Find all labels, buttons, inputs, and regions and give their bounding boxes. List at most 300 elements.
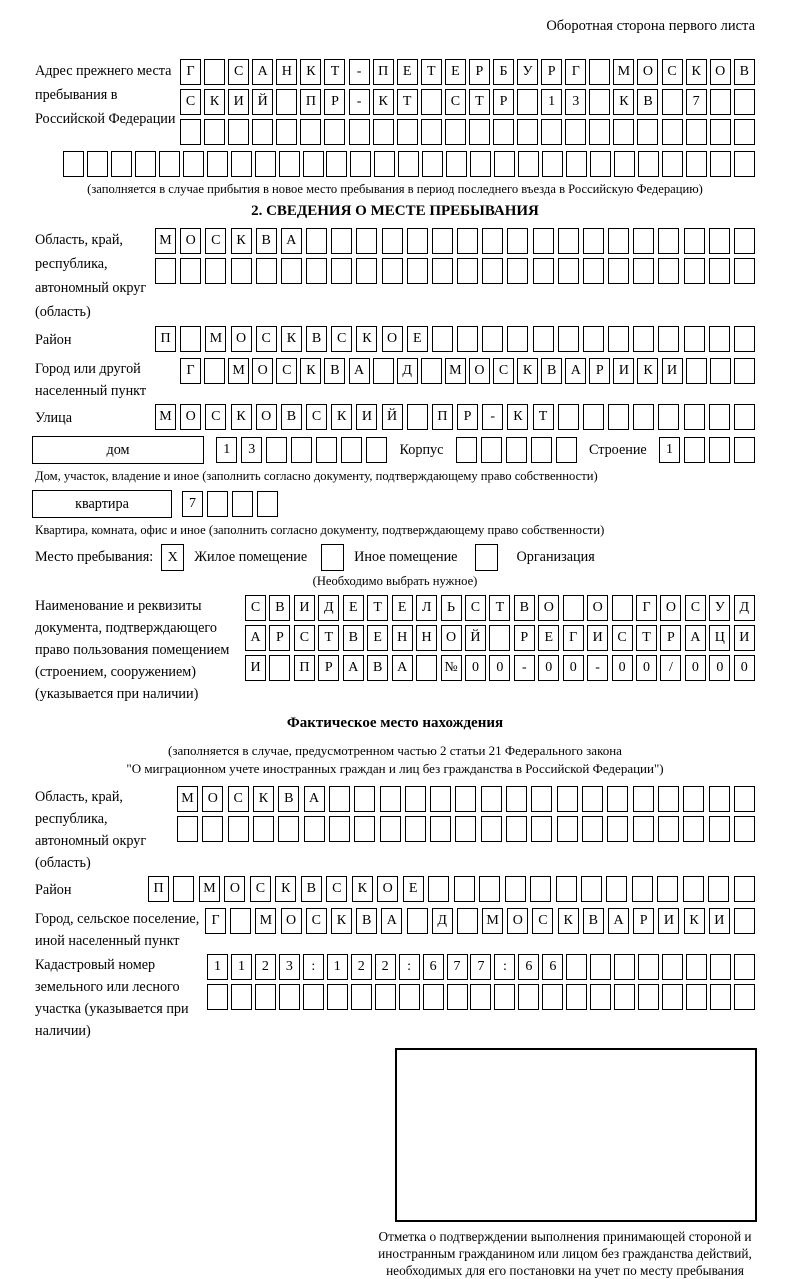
kvartira-box[interactable]: квартира — [32, 490, 172, 518]
char-cell[interactable] — [710, 984, 731, 1010]
char-cell[interactable] — [407, 404, 428, 430]
char-cell[interactable] — [734, 908, 755, 934]
char-cell[interactable] — [177, 816, 198, 842]
char-cell[interactable] — [257, 491, 278, 517]
char-cell[interactable]: 1 — [659, 437, 680, 463]
char-cell[interactable] — [662, 984, 683, 1010]
char-cell[interactable] — [457, 326, 478, 352]
char-cell[interactable]: Т — [367, 595, 388, 621]
char-cell[interactable] — [608, 258, 629, 284]
char-cell[interactable]: : — [399, 954, 420, 980]
char-cell[interactable]: К — [684, 908, 705, 934]
char-cell[interactable] — [638, 954, 659, 980]
char-cell[interactable] — [709, 228, 730, 254]
char-cell[interactable]: В — [637, 89, 658, 115]
char-cell[interactable]: К — [331, 908, 352, 934]
char-cell[interactable]: С — [662, 59, 683, 85]
char-cell[interactable] — [231, 151, 252, 177]
char-cell[interactable] — [180, 258, 201, 284]
char-cell[interactable] — [327, 984, 348, 1010]
char-cell[interactable] — [354, 816, 375, 842]
char-cell[interactable]: В — [256, 228, 277, 254]
char-cell[interactable]: У — [517, 59, 538, 85]
char-cell[interactable] — [658, 786, 679, 812]
char-cell[interactable]: К — [517, 358, 538, 384]
char-cell[interactable]: И — [587, 625, 608, 651]
char-cell[interactable]: Р — [269, 625, 290, 651]
char-cell[interactable]: Ь — [441, 595, 462, 621]
char-cell[interactable]: Р — [541, 59, 562, 85]
char-cell[interactable] — [606, 876, 627, 902]
char-cell[interactable]: Е — [538, 625, 559, 651]
char-cell[interactable] — [558, 258, 579, 284]
char-cell[interactable]: - — [349, 59, 370, 85]
char-cell[interactable] — [180, 326, 201, 352]
char-cell[interactable] — [256, 258, 277, 284]
char-cell[interactable] — [506, 786, 527, 812]
char-cell[interactable]: 0 — [685, 655, 706, 681]
char-cell[interactable]: М — [482, 908, 503, 934]
char-cell[interactable] — [518, 984, 539, 1010]
char-cell[interactable]: О — [382, 326, 403, 352]
char-cell[interactable] — [281, 258, 302, 284]
residence-option-org-checkbox[interactable] — [475, 544, 498, 571]
char-cell[interactable] — [638, 151, 659, 177]
char-cell[interactable]: П — [148, 876, 169, 902]
char-cell[interactable] — [556, 876, 577, 902]
char-cell[interactable] — [533, 326, 554, 352]
char-cell[interactable] — [710, 151, 731, 177]
char-cell[interactable]: Е — [407, 326, 428, 352]
char-cell[interactable]: М — [177, 786, 198, 812]
char-cell[interactable]: 6 — [518, 954, 539, 980]
char-cell[interactable]: М — [155, 404, 176, 430]
char-cell[interactable] — [517, 89, 538, 115]
char-cell[interactable]: - — [482, 404, 503, 430]
char-cell[interactable]: Д — [432, 908, 453, 934]
char-cell[interactable] — [470, 151, 491, 177]
char-cell[interactable] — [686, 358, 707, 384]
char-cell[interactable] — [612, 595, 633, 621]
char-cell[interactable] — [111, 151, 132, 177]
char-cell[interactable] — [380, 786, 401, 812]
char-cell[interactable]: В — [734, 59, 755, 85]
char-cell[interactable] — [135, 151, 156, 177]
char-cell[interactable]: Р — [493, 89, 514, 115]
char-cell[interactable] — [590, 151, 611, 177]
char-cell[interactable] — [583, 228, 604, 254]
char-cell[interactable] — [590, 954, 611, 980]
char-cell[interactable] — [590, 984, 611, 1010]
char-cell[interactable]: И — [245, 655, 266, 681]
char-cell[interactable]: Р — [589, 358, 610, 384]
char-cell[interactable]: К — [558, 908, 579, 934]
char-cell[interactable] — [329, 786, 350, 812]
char-cell[interactable] — [204, 358, 225, 384]
char-cell[interactable] — [326, 151, 347, 177]
char-cell[interactable]: : — [494, 954, 515, 980]
char-cell[interactable]: Д — [397, 358, 418, 384]
char-cell[interactable] — [683, 816, 704, 842]
char-cell[interactable] — [457, 228, 478, 254]
char-cell[interactable]: В — [269, 595, 290, 621]
char-cell[interactable]: 7 — [182, 491, 203, 517]
char-cell[interactable] — [173, 876, 194, 902]
char-cell[interactable] — [255, 984, 276, 1010]
char-cell[interactable]: 7 — [470, 954, 491, 980]
char-cell[interactable] — [542, 151, 563, 177]
residence-option-zhiloe-checkbox[interactable]: X — [161, 544, 184, 571]
char-cell[interactable] — [734, 786, 755, 812]
char-cell[interactable] — [558, 326, 579, 352]
char-cell[interactable] — [374, 151, 395, 177]
char-cell[interactable] — [531, 816, 552, 842]
char-cell[interactable] — [583, 404, 604, 430]
char-cell[interactable]: Т — [469, 89, 490, 115]
char-cell[interactable] — [324, 119, 345, 145]
char-cell[interactable]: Р — [633, 908, 654, 934]
char-cell[interactable] — [407, 228, 428, 254]
char-cell[interactable]: И — [356, 404, 377, 430]
char-cell[interactable] — [266, 437, 287, 463]
char-cell[interactable] — [230, 908, 251, 934]
char-cell[interactable] — [734, 258, 755, 284]
char-cell[interactable] — [657, 876, 678, 902]
char-cell[interactable] — [734, 816, 755, 842]
char-cell[interactable]: 2 — [351, 954, 372, 980]
char-cell[interactable] — [421, 89, 442, 115]
char-cell[interactable]: И — [294, 595, 315, 621]
char-cell[interactable]: К — [686, 59, 707, 85]
char-cell[interactable]: И — [228, 89, 249, 115]
char-cell[interactable]: О — [256, 404, 277, 430]
char-cell[interactable] — [507, 326, 528, 352]
char-cell[interactable]: 0 — [734, 655, 755, 681]
char-cell[interactable] — [457, 258, 478, 284]
char-cell[interactable]: К — [204, 89, 225, 115]
char-cell[interactable] — [205, 258, 226, 284]
char-cell[interactable] — [658, 228, 679, 254]
char-cell[interactable]: 0 — [465, 655, 486, 681]
char-cell[interactable]: 3 — [565, 89, 586, 115]
char-cell[interactable]: Е — [445, 59, 466, 85]
char-cell[interactable]: Р — [457, 404, 478, 430]
char-cell[interactable]: Й — [465, 625, 486, 651]
char-cell[interactable] — [708, 876, 729, 902]
char-cell[interactable] — [252, 119, 273, 145]
char-cell[interactable]: О — [252, 358, 273, 384]
char-cell[interactable] — [582, 786, 603, 812]
char-cell[interactable] — [481, 437, 502, 463]
char-cell[interactable] — [684, 326, 705, 352]
char-cell[interactable] — [291, 437, 312, 463]
char-cell[interactable]: 1 — [327, 954, 348, 980]
char-cell[interactable]: 7 — [686, 89, 707, 115]
char-cell[interactable]: 6 — [423, 954, 444, 980]
char-cell[interactable]: В — [281, 404, 302, 430]
char-cell[interactable]: С — [245, 595, 266, 621]
char-cell[interactable] — [607, 786, 628, 812]
char-cell[interactable]: 7 — [447, 954, 468, 980]
char-cell[interactable] — [494, 151, 515, 177]
char-cell[interactable] — [683, 876, 704, 902]
char-cell[interactable]: А — [608, 908, 629, 934]
char-cell[interactable] — [276, 89, 297, 115]
char-cell[interactable]: В — [583, 908, 604, 934]
char-cell[interactable] — [734, 437, 755, 463]
char-cell[interactable]: О — [538, 595, 559, 621]
char-cell[interactable]: О — [202, 786, 223, 812]
char-cell[interactable] — [614, 984, 635, 1010]
char-cell[interactable]: А — [304, 786, 325, 812]
char-cell[interactable] — [684, 437, 705, 463]
char-cell[interactable] — [734, 89, 755, 115]
char-cell[interactable] — [351, 984, 372, 1010]
char-cell[interactable]: К — [281, 326, 302, 352]
char-cell[interactable] — [421, 358, 442, 384]
char-cell[interactable] — [202, 816, 223, 842]
char-cell[interactable]: О — [281, 908, 302, 934]
char-cell[interactable]: К — [613, 89, 634, 115]
char-cell[interactable] — [207, 491, 228, 517]
char-cell[interactable] — [489, 625, 510, 651]
char-cell[interactable]: Г — [636, 595, 657, 621]
char-cell[interactable]: С — [228, 786, 249, 812]
char-cell[interactable]: К — [352, 876, 373, 902]
char-cell[interactable]: О — [469, 358, 490, 384]
char-cell[interactable] — [533, 258, 554, 284]
char-cell[interactable]: М — [199, 876, 220, 902]
char-cell[interactable]: Е — [403, 876, 424, 902]
char-cell[interactable] — [479, 876, 500, 902]
char-cell[interactable] — [608, 404, 629, 430]
char-cell[interactable] — [662, 119, 683, 145]
char-cell[interactable]: В — [301, 876, 322, 902]
char-cell[interactable]: Н — [392, 625, 413, 651]
char-cell[interactable]: В — [324, 358, 345, 384]
char-cell[interactable]: 1 — [541, 89, 562, 115]
char-cell[interactable]: С — [180, 89, 201, 115]
char-cell[interactable]: 0 — [489, 655, 510, 681]
char-cell[interactable]: С — [276, 358, 297, 384]
char-cell[interactable] — [430, 786, 451, 812]
char-cell[interactable] — [633, 786, 654, 812]
char-cell[interactable] — [329, 816, 350, 842]
char-cell[interactable]: Д — [734, 595, 755, 621]
char-cell[interactable] — [279, 984, 300, 1010]
char-cell[interactable]: С — [465, 595, 486, 621]
char-cell[interactable] — [583, 326, 604, 352]
char-cell[interactable] — [734, 119, 755, 145]
dom-box[interactable]: дом — [32, 436, 204, 464]
char-cell[interactable] — [481, 816, 502, 842]
char-cell[interactable]: Д — [318, 595, 339, 621]
char-cell[interactable] — [662, 89, 683, 115]
char-cell[interactable] — [709, 437, 730, 463]
char-cell[interactable] — [454, 876, 475, 902]
char-cell[interactable]: Р — [324, 89, 345, 115]
char-cell[interactable]: К — [300, 59, 321, 85]
char-cell[interactable] — [633, 816, 654, 842]
char-cell[interactable]: Н — [416, 625, 437, 651]
char-cell[interactable]: Р — [514, 625, 535, 651]
char-cell[interactable] — [558, 404, 579, 430]
char-cell[interactable] — [470, 984, 491, 1010]
char-cell[interactable]: К — [300, 358, 321, 384]
char-cell[interactable] — [155, 258, 176, 284]
char-cell[interactable] — [734, 984, 755, 1010]
char-cell[interactable]: А — [281, 228, 302, 254]
char-cell[interactable]: Г — [205, 908, 226, 934]
char-cell[interactable] — [303, 984, 324, 1010]
char-cell[interactable] — [614, 954, 635, 980]
char-cell[interactable] — [662, 954, 683, 980]
char-cell[interactable] — [231, 984, 252, 1010]
char-cell[interactable] — [684, 228, 705, 254]
char-cell[interactable] — [255, 151, 276, 177]
char-cell[interactable] — [614, 151, 635, 177]
char-cell[interactable] — [542, 984, 563, 1010]
char-cell[interactable] — [506, 816, 527, 842]
char-cell[interactable] — [279, 151, 300, 177]
char-cell[interactable]: О — [180, 228, 201, 254]
char-cell[interactable]: О — [441, 625, 462, 651]
char-cell[interactable]: П — [300, 89, 321, 115]
char-cell[interactable]: Г — [563, 625, 584, 651]
char-cell[interactable] — [686, 954, 707, 980]
char-cell[interactable]: И — [709, 908, 730, 934]
char-cell[interactable]: С — [205, 404, 226, 430]
char-cell[interactable] — [686, 119, 707, 145]
char-cell[interactable] — [366, 437, 387, 463]
char-cell[interactable]: В — [356, 908, 377, 934]
char-cell[interactable] — [684, 258, 705, 284]
char-cell[interactable]: А — [392, 655, 413, 681]
char-cell[interactable] — [734, 151, 755, 177]
char-cell[interactable]: К — [637, 358, 658, 384]
char-cell[interactable] — [341, 437, 362, 463]
char-cell[interactable] — [632, 876, 653, 902]
char-cell[interactable] — [232, 491, 253, 517]
char-cell[interactable]: В — [514, 595, 535, 621]
char-cell[interactable] — [482, 326, 503, 352]
char-cell[interactable]: К — [253, 786, 274, 812]
char-cell[interactable]: Ц — [709, 625, 730, 651]
char-cell[interactable] — [316, 437, 337, 463]
char-cell[interactable] — [709, 326, 730, 352]
char-cell[interactable]: 0 — [612, 655, 633, 681]
char-cell[interactable]: № — [441, 655, 462, 681]
char-cell[interactable]: П — [294, 655, 315, 681]
char-cell[interactable] — [710, 954, 731, 980]
char-cell[interactable]: М — [613, 59, 634, 85]
char-cell[interactable]: Т — [489, 595, 510, 621]
char-cell[interactable]: / — [660, 655, 681, 681]
char-cell[interactable] — [607, 816, 628, 842]
char-cell[interactable]: О — [587, 595, 608, 621]
char-cell[interactable]: Т — [533, 404, 554, 430]
char-cell[interactable] — [710, 119, 731, 145]
char-cell[interactable]: С — [326, 876, 347, 902]
char-cell[interactable]: 0 — [563, 655, 584, 681]
char-cell[interactable] — [638, 984, 659, 1010]
char-cell[interactable]: А — [245, 625, 266, 651]
char-cell[interactable] — [709, 258, 730, 284]
char-cell[interactable] — [686, 984, 707, 1010]
char-cell[interactable]: 0 — [538, 655, 559, 681]
char-cell[interactable]: П — [155, 326, 176, 352]
char-cell[interactable] — [608, 228, 629, 254]
char-cell[interactable] — [204, 59, 225, 85]
char-cell[interactable] — [373, 119, 394, 145]
char-cell[interactable] — [566, 954, 587, 980]
char-cell[interactable] — [633, 258, 654, 284]
char-cell[interactable] — [407, 258, 428, 284]
char-cell[interactable] — [637, 119, 658, 145]
char-cell[interactable] — [518, 151, 539, 177]
char-cell[interactable] — [633, 404, 654, 430]
char-cell[interactable] — [482, 228, 503, 254]
char-cell[interactable]: М — [445, 358, 466, 384]
char-cell[interactable] — [373, 358, 394, 384]
char-cell[interactable] — [734, 358, 755, 384]
char-cell[interactable]: Г — [565, 59, 586, 85]
char-cell[interactable] — [421, 119, 442, 145]
char-cell[interactable] — [686, 151, 707, 177]
char-cell[interactable]: С — [445, 89, 466, 115]
char-cell[interactable]: С — [532, 908, 553, 934]
char-cell[interactable] — [356, 228, 377, 254]
char-cell[interactable] — [505, 876, 526, 902]
char-cell[interactable] — [380, 816, 401, 842]
char-cell[interactable] — [710, 358, 731, 384]
char-cell[interactable] — [531, 786, 552, 812]
char-cell[interactable] — [399, 984, 420, 1010]
char-cell[interactable]: А — [685, 625, 706, 651]
char-cell[interactable] — [558, 228, 579, 254]
char-cell[interactable]: М — [205, 326, 226, 352]
char-cell[interactable]: К — [331, 404, 352, 430]
char-cell[interactable] — [455, 816, 476, 842]
char-cell[interactable]: А — [349, 358, 370, 384]
char-cell[interactable] — [566, 984, 587, 1010]
char-cell[interactable]: 2 — [255, 954, 276, 980]
char-cell[interactable] — [405, 786, 426, 812]
char-cell[interactable] — [306, 258, 327, 284]
char-cell[interactable] — [541, 119, 562, 145]
char-cell[interactable] — [269, 655, 290, 681]
char-cell[interactable]: В — [306, 326, 327, 352]
char-cell[interactable]: И — [734, 625, 755, 651]
char-cell[interactable]: С — [306, 404, 327, 430]
char-cell[interactable] — [556, 437, 577, 463]
char-cell[interactable]: О — [224, 876, 245, 902]
char-cell[interactable]: М — [228, 358, 249, 384]
char-cell[interactable]: И — [613, 358, 634, 384]
char-cell[interactable]: : — [303, 954, 324, 980]
char-cell[interactable]: М — [255, 908, 276, 934]
char-cell[interactable] — [734, 326, 755, 352]
char-cell[interactable] — [589, 119, 610, 145]
char-cell[interactable]: О — [231, 326, 252, 352]
char-cell[interactable] — [507, 258, 528, 284]
char-cell[interactable]: С — [331, 326, 352, 352]
char-cell[interactable] — [457, 908, 478, 934]
char-cell[interactable] — [507, 228, 528, 254]
char-cell[interactable]: У — [709, 595, 730, 621]
char-cell[interactable] — [228, 119, 249, 145]
char-cell[interactable]: О — [507, 908, 528, 934]
